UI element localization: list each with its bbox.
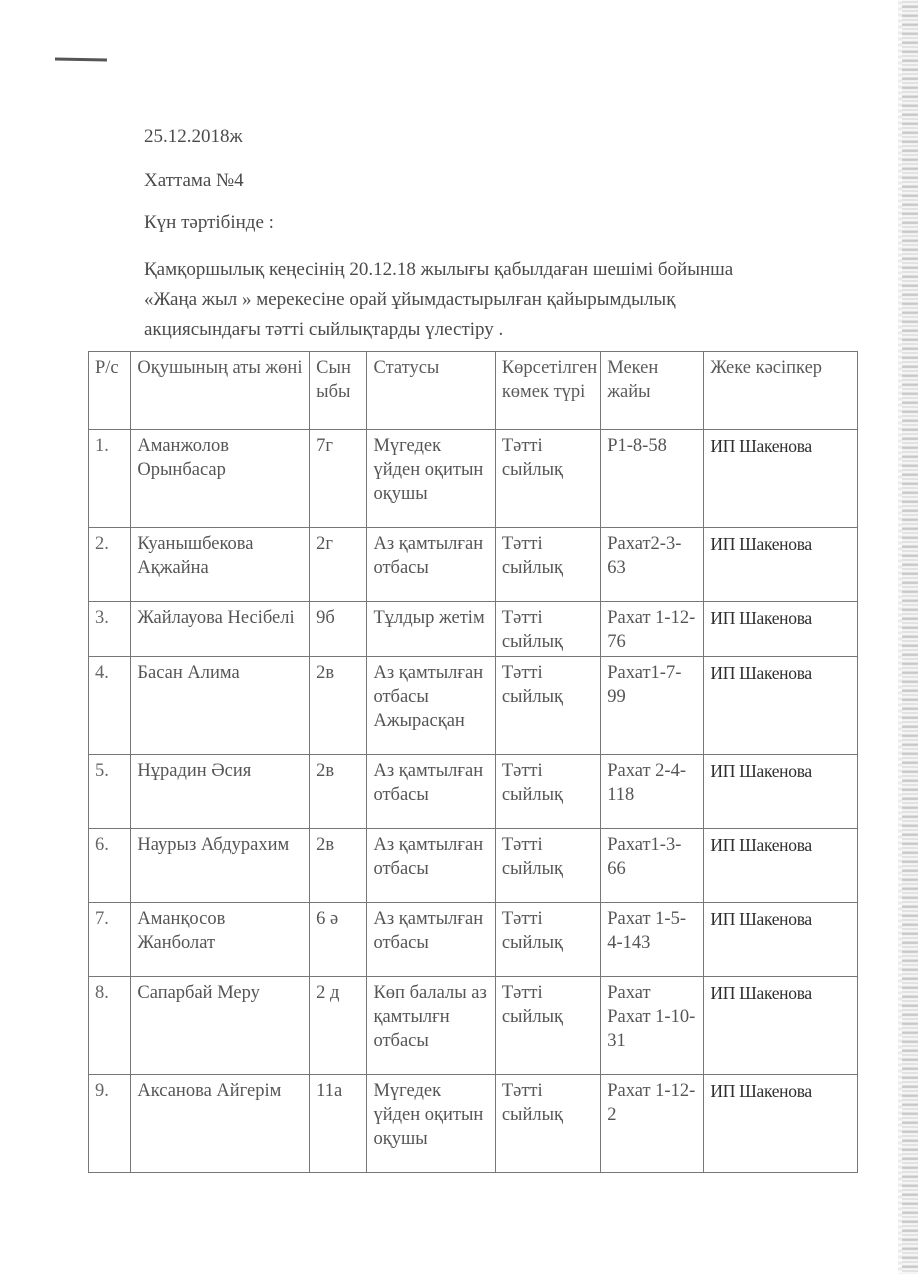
cell-class: 2в <box>310 755 367 829</box>
cell-name: Аманқосов Жанболат <box>131 903 310 977</box>
cell-entrepreneur: ИП Шакенова <box>704 1075 858 1173</box>
cell-help: Тәтті сыйлық <box>495 430 600 528</box>
cell-class: 9б <box>310 602 367 657</box>
distribution-table <box>88 351 858 1173</box>
cell-name: Аксанова Айгерім <box>131 1075 310 1173</box>
header-num: Р/с <box>89 352 131 430</box>
table-row <box>89 977 858 1075</box>
header-address: Мекен жайы <box>601 352 704 430</box>
header-class: Сын ыбы <box>310 352 367 430</box>
cell-class: 2г <box>310 528 367 602</box>
cell-name: Наурыз Абдурахим <box>131 829 310 903</box>
cell-name: Аманжолов Орынбасар <box>131 430 310 528</box>
cell-class: 11а <box>310 1075 367 1173</box>
cell-num: 6. <box>89 829 131 903</box>
cell-help: Тәтті сыйлық <box>495 903 600 977</box>
cell-class: 7г <box>310 430 367 528</box>
cell-num: 8. <box>89 977 131 1075</box>
table-row <box>89 657 858 755</box>
paragraph-line: «Жаңа жыл » мерекесіне орай ұйымдастырылған қайырымдылық <box>144 289 676 310</box>
cell-class: 2в <box>310 657 367 755</box>
cell-address: Рахат 1-12-2 <box>601 1075 704 1173</box>
cell-address: Рахат 1-12-76 <box>601 602 704 657</box>
table-row <box>89 528 858 602</box>
cell-status: Аз қамтылған отбасы <box>367 829 495 903</box>
cell-entrepreneur: ИП Шакенова <box>704 657 858 755</box>
cell-num: 3. <box>89 602 131 657</box>
cell-entrepreneur: ИП Шакенова <box>704 430 858 528</box>
document-date: 25.12.2018ж <box>144 126 243 147</box>
cell-status: Мүгедек үйден оқитын оқушы <box>367 430 495 528</box>
cell-address: Рахат2-3-63 <box>601 528 704 602</box>
scan-mark <box>55 58 107 62</box>
cell-help: Тәтті сыйлық <box>495 602 600 657</box>
agenda-paragraph <box>144 255 824 345</box>
header-status: Статусы <box>367 352 495 430</box>
cell-name: Нұрадин Әсия <box>131 755 310 829</box>
cell-name: Сапарбай Меру <box>131 977 310 1075</box>
cell-status: Аз қамтылған отбасы Ажырасқан <box>367 657 495 755</box>
cell-entrepreneur: ИП Шакенова <box>704 755 858 829</box>
cell-num: 9. <box>89 1075 131 1173</box>
cell-help: Тәтті сыйлық <box>495 528 600 602</box>
cell-entrepreneur: ИП Шакенова <box>704 903 858 977</box>
cell-num: 4. <box>89 657 131 755</box>
cell-class: 2в <box>310 829 367 903</box>
cell-name: Басан Алима <box>131 657 310 755</box>
agenda-label: Күн тәртібінде : <box>144 212 274 233</box>
cell-status: Мүгедек үйден оқитын оқушы <box>367 1075 495 1173</box>
cell-status: Аз қамтылған отбасы <box>367 528 495 602</box>
cell-address: Р1-8-58 <box>601 430 704 528</box>
cell-address: Рахат 1-5-4-143 <box>601 903 704 977</box>
cell-entrepreneur: ИП Шакенова <box>704 528 858 602</box>
header-name: Оқушының аты жөні <box>131 352 310 430</box>
cell-help: Тәтті сыйлық <box>495 829 600 903</box>
cell-address: Рахат Рахат 1-10-31 <box>601 977 704 1075</box>
scan-edge <box>902 0 918 1274</box>
cell-class: 2 д <box>310 977 367 1075</box>
cell-name: Жайлауова Несібелі <box>131 602 310 657</box>
cell-num: 1. <box>89 430 131 528</box>
cell-num: 2. <box>89 528 131 602</box>
cell-num: 5. <box>89 755 131 829</box>
table-header-row <box>89 352 858 430</box>
protocol-title: Хаттама №4 <box>144 170 244 191</box>
scan-edge-inner <box>898 0 902 1274</box>
table-row <box>89 829 858 903</box>
header-help: Көрсетілген көмек түрі <box>495 352 600 430</box>
cell-help: Тәтті сыйлық <box>495 657 600 755</box>
cell-class: 6 ә <box>310 903 367 977</box>
header-entrepreneur: Жеке кәсіпкер <box>704 352 858 430</box>
table-row <box>89 903 858 977</box>
cell-help: Тәтті сыйлық <box>495 1075 600 1173</box>
cell-name: Куанышбекова Ақжайна <box>131 528 310 602</box>
cell-status: Аз қамтылған отбасы <box>367 755 495 829</box>
cell-address: Рахат 2-4-118 <box>601 755 704 829</box>
paragraph-line: Қамқоршылық кеңесінің 20.12.18 жылығы қабылдаған шешімі бойынша <box>144 259 734 280</box>
cell-status: Аз қамтылған отбасы <box>367 903 495 977</box>
cell-help: Тәтті сыйлық <box>495 755 600 829</box>
table-row <box>89 755 858 829</box>
paragraph-line: акциясындағы тәтті сыйлықтарды үлестіру . <box>144 319 504 340</box>
table-row <box>89 430 858 528</box>
cell-address: Рахат1-3-66 <box>601 829 704 903</box>
cell-entrepreneur: ИП Шакенова <box>704 602 858 657</box>
cell-status: Көп балалы аз қамтылғн отбасы <box>367 977 495 1075</box>
table-row <box>89 602 858 657</box>
cell-entrepreneur: ИП Шакенова <box>704 829 858 903</box>
cell-address: Рахат1-7-99 <box>601 657 704 755</box>
cell-num: 7. <box>89 903 131 977</box>
cell-entrepreneur: ИП Шакенова <box>704 977 858 1075</box>
cell-status: Тұлдыр жетім <box>367 602 495 657</box>
cell-help: Тәтті сыйлық <box>495 977 600 1075</box>
table-row <box>89 1075 858 1173</box>
